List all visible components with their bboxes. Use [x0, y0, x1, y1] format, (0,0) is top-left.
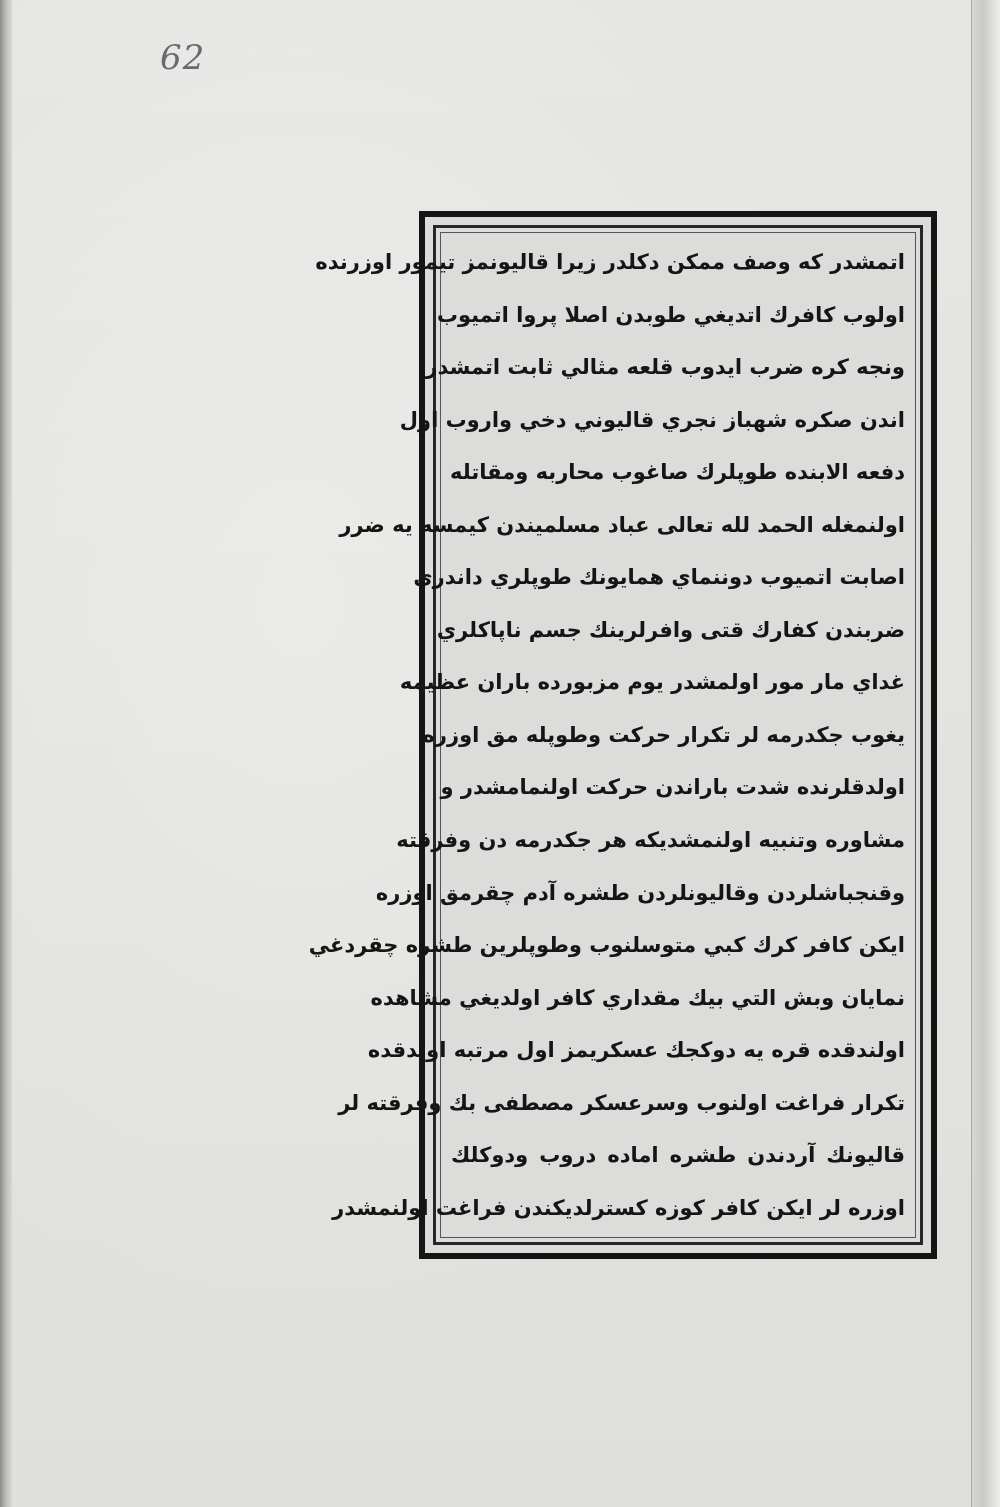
text-line: اولندقده قره يه دوكجك عسكريمز اول مرتبه اولدقده	[367, 1038, 905, 1063]
book-gutter-edge	[0, 0, 12, 1507]
text-line: يغوب جكدرمه لر تكرار حركت وطوپله مق اوزره	[422, 722, 905, 747]
text-line: اصابت اتميوب دوننماي همايونك طوپلري داندري	[413, 565, 905, 590]
text-line: اوزره لر ايكن كافر كوزه كسترلديكندن فراغت اولنمشدر	[332, 1195, 905, 1220]
text-line: اولنمغله الحمد لله تعالى عباد مسلميندن كيمسه يه ضرر	[339, 512, 905, 537]
text-line: تكرار فراغت اولنوب وسرعسكر مصطفى بك وفرقته لر	[338, 1090, 905, 1115]
text-line: اولدقلرنده شدت باراندن حركت اولنمامشدر و	[440, 775, 905, 800]
text-frame-inner-rule	[308, 225, 923, 1245]
text-block	[308, 247, 905, 1223]
text-line: نمايان وبش التي بيك مقداري كافر اولديغي مشاهده	[370, 985, 905, 1010]
text-line: وقنجباشلردن وقاليونلردن طشره آدم چقرمق اوزره	[375, 880, 905, 905]
text-line: اتمشدر كه وصف ممكن دكلدر زيرا قاليونمز تيمور اوزرنده	[315, 250, 905, 274]
text-line: ايكن كافر كرك كبي متوسلنوب وطوپلرين طشره چقردغي	[308, 933, 905, 958]
text-line: ضربندن كفارك قتى وافرلرينك جسم ناپاكلري	[436, 617, 905, 642]
text-line: غداي مار مور اولمشدر يوم مزبورده باران عظيمه	[399, 670, 905, 695]
text-line: ونجه كره ضرب ايدوب قلعه مثالي ثابت اتمشدر	[425, 355, 905, 380]
page-edge	[971, 0, 1000, 1507]
folio-number: 62	[160, 38, 206, 78]
text-line: اولوب كافرك اتديغي طوبدن اصلا پروا اتميوب	[436, 302, 905, 327]
text-frame	[308, 211, 937, 1259]
text-line: مشاوره وتنبيه اولنمشديكه هر جكدرمه دن وفرقته	[396, 828, 905, 853]
text-line: اندن صكره شهباز نجري قاليوني دخي واروب اول	[399, 407, 905, 432]
text-line: قاليونك آردندن طشره اماده دروب ودوكلك	[451, 1143, 905, 1168]
text-frame-fine-rule	[308, 232, 916, 1238]
text-line: دفعه الابنده طوپلرك صاغوب محاربه ومقاتله	[450, 460, 905, 485]
